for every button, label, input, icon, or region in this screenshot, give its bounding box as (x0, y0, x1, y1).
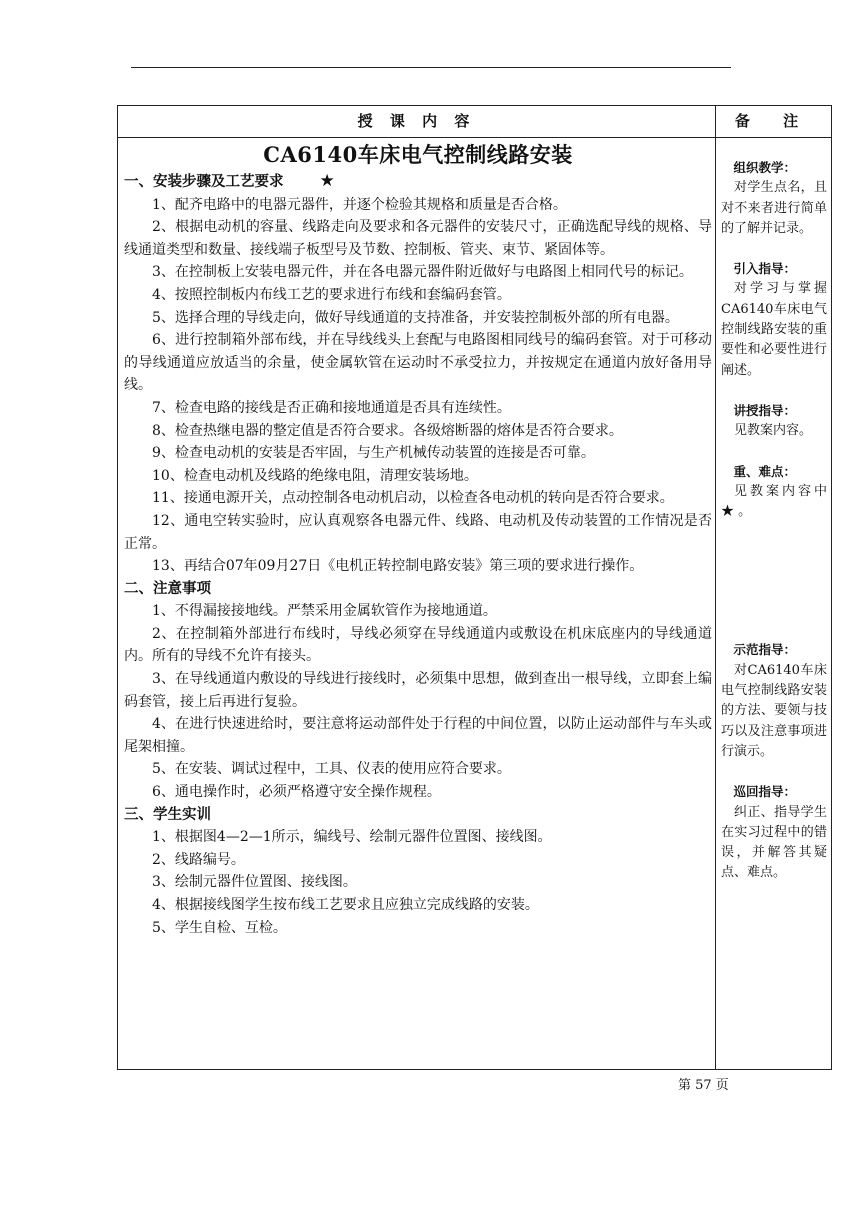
list-item: 10、检查电动机及线路的绝缘电阻，清理安装场地。 (152, 467, 478, 484)
list-item: 8、检查热继电器的整定值是否符合要求。各级熔断器的熔体是否符合要求。 (152, 422, 623, 439)
list-item: 12、通电空转实验时，应认真观察各电器元件、线路、电动机及传动装置的工作情况是否正常。 (124, 512, 712, 552)
note-text: 对CA6140车床电气控制线路安装的方法、要领与技巧以及注意事项进行演示。 (721, 662, 827, 759)
list-item: 5、选择合理的导线走向，做好导线通道的支持准备，并安装控制板外部的所有电器。 (152, 309, 679, 326)
section-heading: 三、学生实训 (124, 806, 211, 823)
lesson-title: CA6140车床电气控制线路安装 (263, 142, 573, 167)
list-item: 3、绘制元器件位置图、接线图。 (152, 874, 357, 891)
list-item: 4、按照控制板内布线工艺的要求进行布线和套编码套管。 (152, 286, 511, 303)
note-text: 对学习与掌握CA6140车床电气控制线路安装的重要性和必要性进行阐述。 (721, 281, 827, 378)
note-title: 重、难点： (733, 463, 797, 479)
note-text: 见教案内容中 ★ 。 (721, 483, 827, 520)
list-item: 13、再结合07年09月27日《电机正转控制电路安装》第三项的要求进行操作。 (152, 558, 644, 575)
note-title: 组织教学： (733, 160, 797, 175)
header-rule (131, 67, 731, 68)
content-column-header: 授 课 内 容 (357, 112, 476, 130)
lesson-table (117, 105, 832, 1070)
note-text: 对学生点名，且对不来者进行简单的了解并记录。 (721, 180, 827, 236)
note-intro (721, 259, 827, 381)
note-demo (721, 640, 827, 762)
list-item: 5、学生自检、互检。 (152, 919, 287, 936)
list-item: 3、在控制板上安装电器元件，并在各电器元器件附近做好与电路图上相同代号的标记。 (152, 264, 693, 281)
section-heading: 二、注意事项 (124, 580, 211, 597)
list-item: 7、检查电路的接线是否正确和接地通道是否具有连续性。 (152, 399, 511, 416)
header-divider (118, 137, 831, 138)
list-item: 5、在安装、调试过程中，工具、仪表的使用应符合要求。 (152, 761, 511, 778)
note-organize (721, 158, 827, 239)
note-lecture (721, 401, 827, 442)
notes-column (721, 158, 827, 904)
list-item: 1、配齐电路中的电器元器件，并逐个检验其规格和质量是否合格。 (152, 196, 567, 213)
section-heading: 一、安装步骤及工艺要求 ★ (124, 171, 335, 191)
note-keypoints (721, 462, 827, 523)
list-item: 4、根据接线图学生按布线工艺要求且应独立完成线路的安装。 (152, 897, 539, 913)
list-item: 2、根据电动机的容量、线路走向及要求和各元器件的安装尺寸，正确选配导线的规格、导线通道类型和数量、接线端子板型号及节数、控制板、管夹、束节、紧固体等。 (124, 219, 712, 258)
page-number: 第 57 页 (678, 1078, 729, 1093)
note-tour (721, 782, 827, 883)
note-title: 示范指导： (733, 642, 797, 658)
note-title: 巡回指导： (733, 784, 797, 800)
list-item: 1、不得漏接接地线。严禁采用金属软管作为接地通道。 (152, 603, 497, 620)
star-icon: ★ (319, 171, 335, 191)
list-item: 2、在控制箱外部进行布线时，导线必须穿在导线通道内或敷设在机床底座内的导线通道内。所有的导线不允许有接头。 (124, 625, 712, 665)
note-text: 见教案内容。 (734, 423, 813, 439)
section-practice (124, 804, 712, 940)
list-item: 9、检查电动机的安装是否牢固，与生产机械传动装置的连接是否可靠。 (152, 445, 595, 462)
list-item: 6、通电操作时，必须严格遵守安全操作规程。 (152, 784, 441, 801)
note-title: 讲授指导： (733, 402, 797, 418)
column-divider (715, 106, 716, 1069)
notes-column-header: 备 注 (734, 112, 813, 130)
list-item: 11、接通电源开关，点动控制各电动机启动，以检查各电动机的转向是否符合要求。 (152, 490, 674, 507)
list-item: 6、进行控制箱外部布线，并在导线线头上套配与电路图相同线号的编码套管。对于可移动的导线通道应放适当的余量，使金属软管在运动时不承受拉力，并按规定在通道内放好备用导线。 (124, 332, 712, 394)
list-item: 3、在导线通道内敷设的导线进行接线时，必须集中思想，做到查出一根导线，立即套上编码套管，接上后再进行复验。 (124, 671, 712, 710)
section-precautions (124, 578, 712, 804)
list-item: 2、线路编号。 (152, 851, 245, 868)
section-steps (124, 170, 712, 578)
note-title: 引入指导： (733, 261, 797, 277)
list-item: 4、在进行快速进给时，要注意将运动部件处于行程的中间位置，以防止运动部件与车头或尾架相撞。 (124, 716, 712, 755)
list-item: 1、根据图4—2—1所示，编线号、绘制元器件位置图、接线图。 (152, 829, 552, 846)
lesson-content (124, 139, 712, 939)
note-text: 纠正、指导学生在实习过程中的错误，并解答其疑点、难点。 (721, 804, 827, 881)
